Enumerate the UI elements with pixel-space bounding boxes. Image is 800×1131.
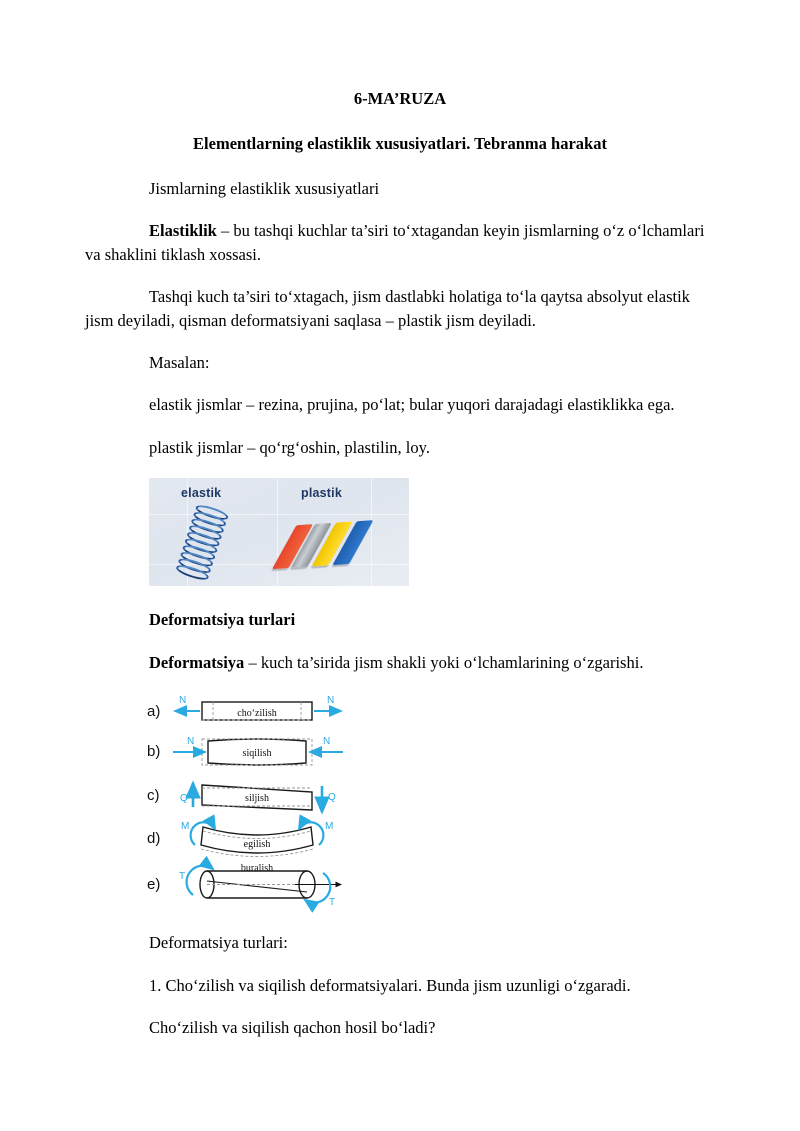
force-label-right: N xyxy=(327,695,335,707)
plasticine-bars-illustration xyxy=(270,519,392,573)
row-letter-a: a) xyxy=(147,703,161,721)
page-subtitle: Elementlarning elastiklik xususiyatlari. Tebranma harakat xyxy=(193,134,607,154)
row-letter-b: b) xyxy=(147,743,161,761)
paragraph-deformation-types-list xyxy=(85,931,715,954)
deformation-row-torsion xyxy=(179,863,341,908)
force-label-left: N xyxy=(179,695,187,707)
term-deformatsiya: Deformatsiya xyxy=(149,652,245,672)
force-label-right: M xyxy=(325,821,334,833)
paragraph-text: 1. Cho‘zilish va siqilish deformatsiyalari. Bunda jism uzunligi o‘zgaradi. xyxy=(149,975,631,995)
paragraph-text: – kuch ta’sirida jism shakli yoki o‘lchamlarining o‘zgarishi. xyxy=(244,652,644,672)
deformation-row-shear xyxy=(180,783,336,812)
heading-deformation-types xyxy=(85,608,715,631)
deformation-row-bending xyxy=(181,821,333,857)
paragraph-text: Deformatsiya turlari: xyxy=(149,933,288,953)
deformation-row-compression xyxy=(173,736,343,765)
row-letter-c: c) xyxy=(147,787,160,805)
page-title: 6-MA’RUZA xyxy=(353,89,447,108)
paragraph-item-1 xyxy=(85,974,715,997)
deformation-diagram-svg xyxy=(145,693,395,913)
paragraph-text: Masalan: xyxy=(149,352,210,372)
deformation-row-stretch xyxy=(175,695,341,720)
paragraph-masalan xyxy=(85,351,715,374)
paragraph-text: Tashqi kuch ta’siri to‘xtagach, jism dastlabki holatiga to‘la qaytsa absolyut elastik jism deyiladi, qisman deformatsiyani saqlasa – plastik jism deyiladi. xyxy=(85,287,690,330)
elastic-plastic-figure-wrapper xyxy=(85,478,715,586)
paragraph-text: plastik jismlar – qo‘rg‘oshin, plastilin, loy. xyxy=(149,437,430,457)
force-label-left: T xyxy=(179,871,186,883)
deformation-types-figure xyxy=(85,693,715,913)
paragraph-deformatsiya-definition xyxy=(85,651,715,674)
row-letter-d: d) xyxy=(147,830,161,848)
figure-gridline xyxy=(149,514,409,515)
force-label-left: N xyxy=(187,736,195,748)
elastic-plastic-figure xyxy=(149,478,409,586)
figure-label-elastik: elastik xyxy=(181,486,222,501)
paragraph-elastic-bodies xyxy=(85,393,715,416)
force-label-right: N xyxy=(323,736,331,748)
force-label-left: Q xyxy=(180,793,188,805)
paragraph-text: Cho‘zilish va siqilish qachon hosil bo‘ladi? xyxy=(149,1017,436,1037)
deformation-name-bending: egilish xyxy=(243,839,271,851)
deformation-name-compression: siqilish xyxy=(242,748,272,760)
diagram-row-letters xyxy=(147,703,160,893)
deformation-name-torsion: buralish xyxy=(240,863,274,875)
paragraph-text: – bu tashqi kuchlar ta’siri to‘xtagandan keyin jismlarning o‘z o‘lchamlari va shaklini tiklash xossasi. xyxy=(85,221,705,264)
deformation-name-stretch: cho‘zilish xyxy=(237,708,277,720)
deformation-name-shear: siljish xyxy=(245,793,269,805)
paragraph-question xyxy=(85,1016,715,1039)
paragraph-elastiklik-definition xyxy=(85,219,715,266)
document-body xyxy=(85,88,715,1058)
paragraph-plastic-bodies xyxy=(85,436,715,459)
force-label-right: Q xyxy=(328,792,336,804)
force-label-left: M xyxy=(181,821,190,833)
heading-text: Deformatsiya turlari xyxy=(149,610,296,630)
paragraph-absolute-elastic xyxy=(85,285,715,332)
paragraph-intro xyxy=(85,177,715,200)
term-elastiklik: Elastiklik xyxy=(149,221,217,241)
row-letter-e: e) xyxy=(147,876,161,894)
figure-label-plastik: plastik xyxy=(301,486,342,501)
force-label-right: T xyxy=(329,897,336,909)
paragraph-text: Jismlarning elastiklik xususiyatlari xyxy=(149,178,380,198)
paragraph-text: elastik jismlar – rezina, prujina, po‘lat; bular yuqori darajadagi elastiklikka ega. xyxy=(149,395,675,415)
